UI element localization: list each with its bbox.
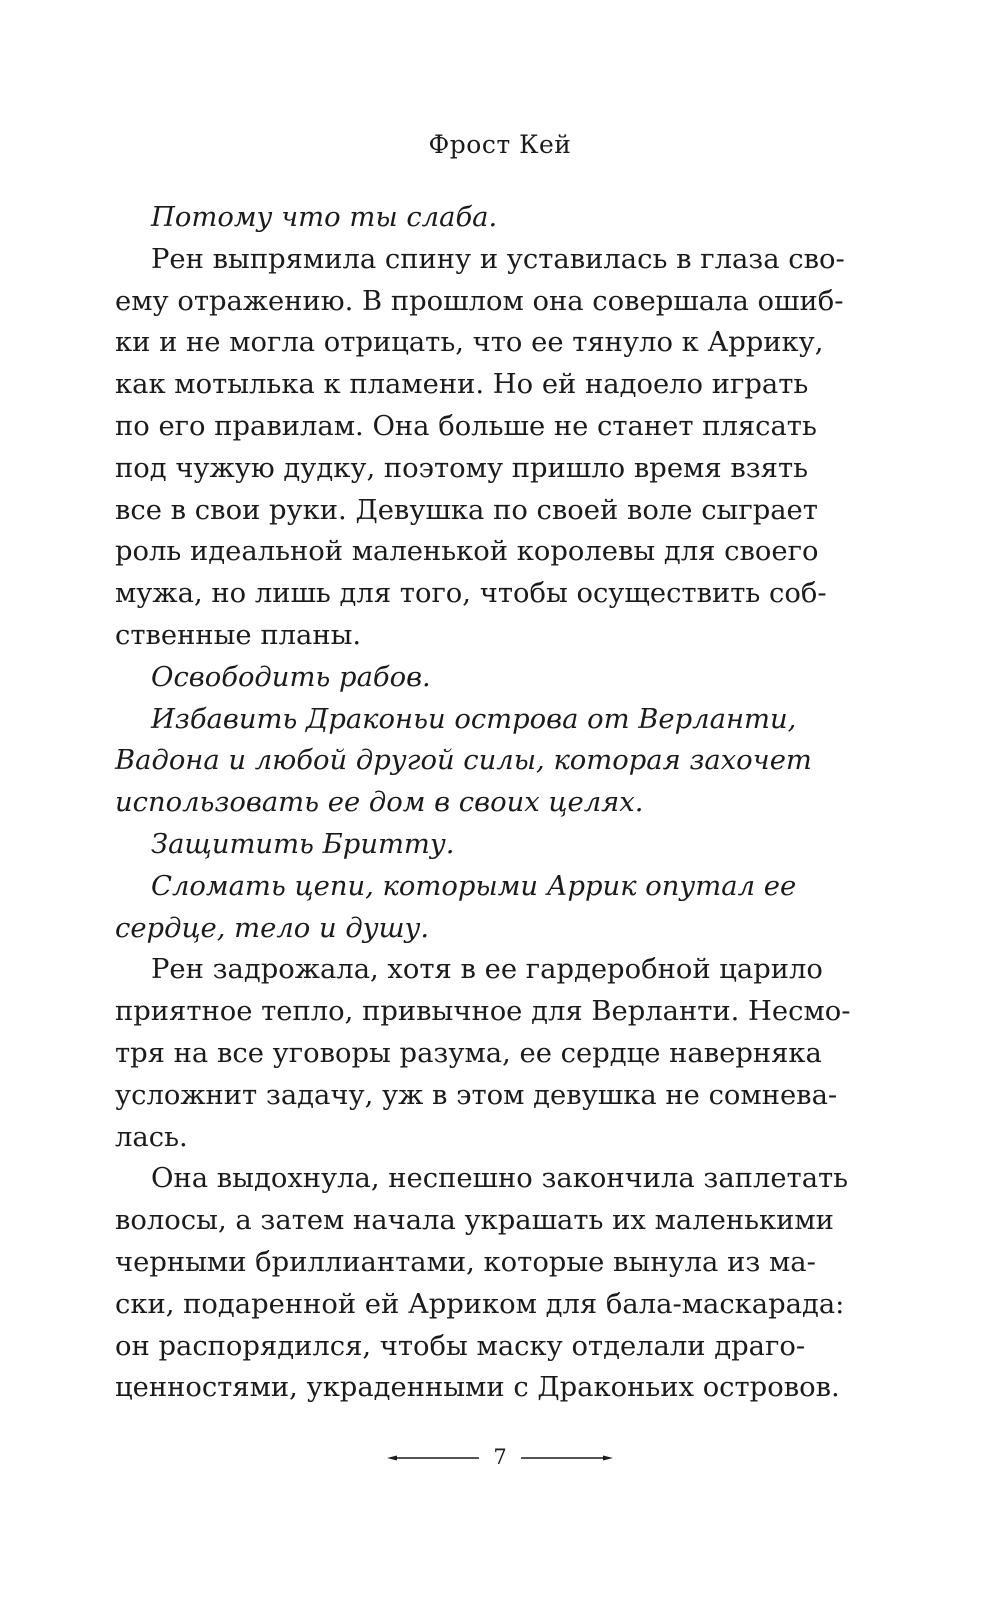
page-footer (0, 1447, 1000, 1468)
text-line: Потому что ты слаба. (151, 202, 498, 233)
running-head: Фрост Кей (428, 130, 572, 159)
text-line: Рен задрожала, хотя в ее гардеробной царило (151, 954, 823, 986)
text-line: Освободить рабов. (151, 661, 431, 693)
text-line: по его правилам. Она больше не станет плясать (115, 410, 817, 442)
text-line: все в свои руки. Девушка по своей воле сыграет (115, 494, 818, 526)
text-line: Защитить Бритту. (151, 828, 455, 860)
right-ornament-rule (521, 1451, 613, 1465)
text-line: усложнит задачу, уж в этом девушка не сомнева- (115, 1079, 838, 1111)
text-line: сердце, тело и душу. (115, 912, 430, 944)
text-line: тря на все уговоры разума, ее сердце наверняка (115, 1037, 822, 1069)
text-line: приятное тепло, привычное для Верланти. Несмо- (115, 996, 851, 1028)
text-line: лась. (115, 1121, 188, 1153)
text-line: волосы, а затем начала украшать их маленькими (115, 1205, 834, 1237)
text-line: черными бриллиантами, которые вынула из ма- (115, 1246, 816, 1278)
text-line: ему отражению. В прошлом она совершала ошиб- (115, 285, 844, 317)
text-line: Вадона и любой другой силы, которая захочет (115, 745, 812, 777)
text-line: Рен выпрямила спину и уставилась в глаза сво- (151, 243, 845, 275)
text-line: Сломать цепи, которыми Аррик опутал ее (151, 870, 797, 902)
text-line: Избавить Драконьи острова от Верланти, (151, 703, 797, 735)
page-number: 7 (493, 1445, 507, 1469)
text-line: мужа, но лишь для того, чтобы осуществить соб- (115, 578, 827, 610)
text-line: роль идеальной маленькой королевы для своего (115, 536, 819, 568)
text-line: ки и не могла отрицать, что ее тянуло к Аррику, (115, 327, 824, 359)
text-line: ственные планы. (115, 619, 362, 651)
body-text (115, 197, 851, 1409)
text-line: как мотылька к пламени. Но ей надоело играть (115, 369, 809, 401)
left-ornament-rule (387, 1451, 479, 1465)
text-line: он распорядился, чтобы маску отделали драго- (115, 1330, 806, 1362)
text-line: Она выдохнула, неспешно закончила заплетать (151, 1163, 849, 1195)
text-line: под чужую дудку, поэтому пришло время взять (115, 452, 809, 484)
text-line: ски, подаренной ей Арриком для бала-маскарада: (115, 1288, 845, 1320)
text-line: использовать ее дом в своих целях. (115, 787, 644, 819)
text-line: ценностями, украденными с Драконьих островов. (115, 1372, 840, 1404)
